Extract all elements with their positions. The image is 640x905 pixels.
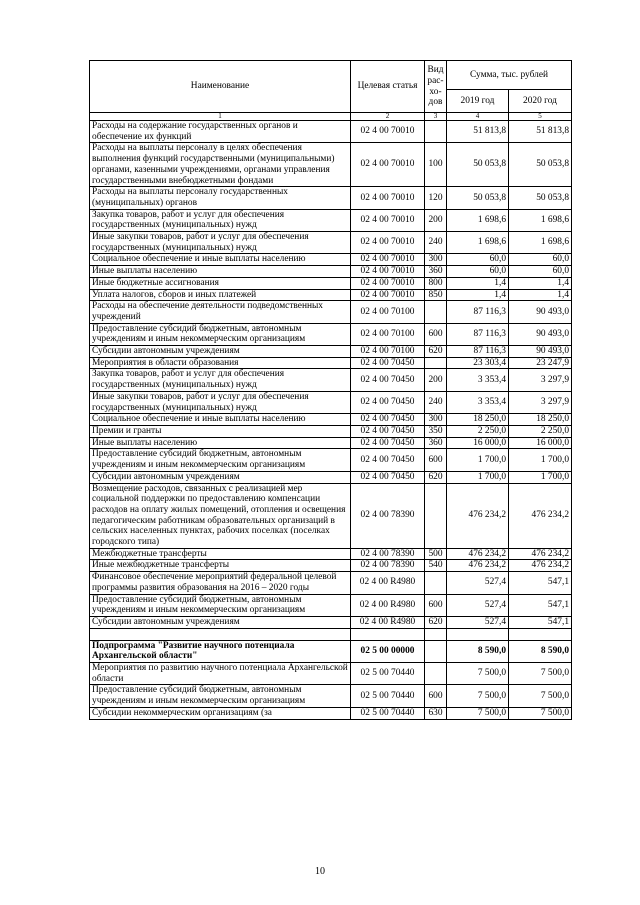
row-name: Уплата налогов, сборов и иных платежей — [90, 289, 351, 301]
row-expense-type: 620 — [425, 471, 447, 483]
table-row — [90, 594, 572, 616]
row-name: Иные бюджетные ассигнования — [90, 277, 351, 289]
table-row — [90, 663, 572, 685]
row-amount-2019: 87 116,3 — [447, 301, 509, 323]
row-target-article: 02 4 00 78390 — [351, 548, 425, 560]
row-expense-type: 100 — [425, 143, 447, 187]
row-target-article: 02 4 00 70100 — [351, 346, 425, 358]
table-row — [90, 414, 572, 426]
row-name: Закупка товаров, работ и услуг для обеспечения государственных (муниципальных) нужд — [90, 369, 351, 391]
row-expense-type: 620 — [425, 346, 447, 358]
row-name: Межбюджетные трансферты — [90, 548, 351, 560]
row-amount-2019: 1 700,0 — [447, 449, 509, 471]
row-amount-2020: 23 247,9 — [509, 357, 572, 369]
row-amount-2020: 50 053,8 — [509, 143, 572, 187]
row-expense-type — [425, 357, 447, 369]
row-amount-2019: 7 500,0 — [447, 663, 509, 685]
row-amount-2020: 476 234,2 — [509, 483, 572, 548]
row-target-article: 02 4 00 70010 — [351, 232, 425, 254]
row-name: Подпрограмма "Развитие научного потенциала Архангельской области" — [90, 640, 351, 662]
table-row — [90, 346, 572, 358]
row-expense-type — [425, 572, 447, 594]
header-year-2019: 2019 год — [447, 90, 509, 113]
table-row — [90, 289, 572, 301]
row-name: Предоставление субсидий бюджетным, автономным учреждениям и иным некоммерческим организациям — [90, 449, 351, 471]
row-name: Субсидии автономным учреждениям — [90, 346, 351, 358]
row-amount-2020: 2 250,0 — [509, 425, 572, 437]
row-target-article: 02 4 00 70100 — [351, 301, 425, 323]
row-target-article: 02 4 00 70010 — [351, 277, 425, 289]
row-amount-2020: 60,0 — [509, 266, 572, 278]
table-row — [90, 143, 572, 187]
row-amount-2019: 18 250,0 — [447, 414, 509, 426]
row-amount-2019: 527,4 — [447, 594, 509, 616]
row-expense-type: 300 — [425, 254, 447, 266]
table-row — [90, 483, 572, 548]
row-name: Закупка товаров, работ и услуг для обеспечения государственных (муниципальных) нужд — [90, 209, 351, 231]
row-expense-type — [425, 121, 447, 143]
table-row — [90, 449, 572, 471]
row-name: Социальное обеспечение и иные выплаты населению — [90, 254, 351, 266]
empty-cell — [447, 628, 509, 640]
row-name: Премии и гранты — [90, 425, 351, 437]
header-expense-type: Вид рас-хо-дов — [425, 61, 447, 113]
row-amount-2020: 3 297,9 — [509, 391, 572, 413]
row-target-article: 02 4 00 70450 — [351, 391, 425, 413]
row-amount-2020: 547,1 — [509, 616, 572, 628]
row-amount-2019: 60,0 — [447, 254, 509, 266]
row-amount-2020: 7 500,0 — [509, 685, 572, 707]
row-target-article: 02 4 00 70450 — [351, 471, 425, 483]
row-name: Предоставление субсидий бюджетным, автономным учреждениям и иным некоммерческим организациям — [90, 685, 351, 707]
row-amount-2019: 527,4 — [447, 572, 509, 594]
row-expense-type — [425, 640, 447, 662]
row-amount-2019: 7 500,0 — [447, 707, 509, 719]
row-target-article: 02 5 00 00000 — [351, 640, 425, 662]
row-name: Финансовое обеспечение мероприятий федеральной целевой программы развития образования на 2016 – 2020 годы — [90, 572, 351, 594]
row-amount-2019: 476 234,2 — [447, 483, 509, 548]
empty-cell — [351, 628, 425, 640]
row-amount-2020: 7 500,0 — [509, 707, 572, 719]
column-number: 3 — [425, 113, 447, 121]
header-target-article: Целевая статья — [351, 61, 425, 113]
row-name: Субсидии некоммерческим организациям (за — [90, 707, 351, 719]
row-name: Субсидии автономным учреждениям — [90, 471, 351, 483]
header-sum: Сумма, тыс. рублей — [447, 61, 572, 90]
table-row — [90, 323, 572, 345]
header-year-2020: 2020 год — [509, 90, 572, 113]
table-row — [90, 254, 572, 266]
row-expense-type: 120 — [425, 187, 447, 209]
table-row — [90, 391, 572, 413]
row-amount-2019: 7 500,0 — [447, 685, 509, 707]
row-amount-2020: 1 700,0 — [509, 449, 572, 471]
budget-table — [89, 60, 572, 720]
table-body — [90, 121, 572, 720]
row-target-article: 02 5 00 70440 — [351, 685, 425, 707]
table-row — [90, 560, 572, 572]
row-amount-2020: 50 053,8 — [509, 187, 572, 209]
row-expense-type: 360 — [425, 266, 447, 278]
row-expense-type: 600 — [425, 594, 447, 616]
page-number: 10 — [315, 866, 325, 877]
table-row — [90, 685, 572, 707]
row-target-article: 02 4 00 70450 — [351, 425, 425, 437]
row-expense-type: 600 — [425, 685, 447, 707]
table-row — [90, 187, 572, 209]
row-target-article: 02 4 00 78390 — [351, 560, 425, 572]
row-amount-2020: 547,1 — [509, 594, 572, 616]
row-target-article: 02 4 00 70450 — [351, 357, 425, 369]
row-expense-type: 200 — [425, 209, 447, 231]
row-expense-type — [425, 483, 447, 548]
row-amount-2019: 50 053,8 — [447, 143, 509, 187]
row-amount-2020: 90 493,0 — [509, 301, 572, 323]
table-row — [90, 266, 572, 278]
table-row — [90, 277, 572, 289]
row-expense-type: 600 — [425, 323, 447, 345]
row-expense-type: 300 — [425, 414, 447, 426]
row-amount-2019: 1 700,0 — [447, 471, 509, 483]
row-amount-2019: 3 353,4 — [447, 369, 509, 391]
row-target-article: 02 4 00 R4980 — [351, 572, 425, 594]
row-amount-2019: 1 698,6 — [447, 209, 509, 231]
row-name: Расходы на выплаты персоналу государственных (муниципальных) органов — [90, 187, 351, 209]
row-target-article: 02 4 00 R4980 — [351, 594, 425, 616]
row-amount-2019: 1,4 — [447, 289, 509, 301]
table-row — [90, 357, 572, 369]
row-amount-2020: 3 297,9 — [509, 369, 572, 391]
row-expense-type: 240 — [425, 391, 447, 413]
table-row — [90, 437, 572, 449]
row-expense-type: 350 — [425, 425, 447, 437]
row-target-article: 02 4 00 70010 — [351, 143, 425, 187]
row-amount-2019: 60,0 — [447, 266, 509, 278]
row-expense-type: 800 — [425, 277, 447, 289]
row-expense-type — [425, 301, 447, 323]
table-row — [90, 616, 572, 628]
header-name: Наименование — [90, 61, 351, 113]
row-target-article: 02 4 00 70100 — [351, 323, 425, 345]
row-amount-2020: 51 813,8 — [509, 121, 572, 143]
row-expense-type: 240 — [425, 232, 447, 254]
row-target-article: 02 4 00 70450 — [351, 449, 425, 471]
row-name: Предоставление субсидий бюджетным, автономным учреждениям и иным некоммерческим организациям — [90, 323, 351, 345]
table-row — [90, 301, 572, 323]
empty-cell — [509, 628, 572, 640]
row-amount-2019: 50 053,8 — [447, 187, 509, 209]
row-expense-type: 850 — [425, 289, 447, 301]
row-amount-2020: 90 493,0 — [509, 323, 572, 345]
row-target-article: 02 4 00 78390 — [351, 483, 425, 548]
row-expense-type — [425, 663, 447, 685]
row-target-article: 02 4 00 70010 — [351, 266, 425, 278]
row-amount-2020: 8 590,0 — [509, 640, 572, 662]
row-name: Расходы на обеспечение деятельности подведомственных учреждений — [90, 301, 351, 323]
row-amount-2020: 7 500,0 — [509, 663, 572, 685]
row-expense-type: 360 — [425, 437, 447, 449]
table-row — [90, 121, 572, 143]
row-expense-type: 620 — [425, 616, 447, 628]
row-name: Мероприятия по развитию научного потенциала Архангельской области — [90, 663, 351, 685]
row-target-article: 02 4 00 70010 — [351, 254, 425, 266]
row-amount-2020: 1 698,6 — [509, 232, 572, 254]
row-target-article: 02 4 00 70010 — [351, 209, 425, 231]
row-name: Иные выплаты населению — [90, 266, 351, 278]
row-amount-2019: 87 116,3 — [447, 323, 509, 345]
row-target-article: 02 5 00 70440 — [351, 707, 425, 719]
row-target-article: 02 4 00 70010 — [351, 289, 425, 301]
column-number: 1 — [90, 113, 351, 121]
table-row — [90, 572, 572, 594]
row-name: Иные выплаты населению — [90, 437, 351, 449]
column-number-row — [90, 113, 572, 121]
row-target-article: 02 4 00 70010 — [351, 187, 425, 209]
row-target-article: 02 4 00 70450 — [351, 369, 425, 391]
row-expense-type: 540 — [425, 560, 447, 572]
spacer-row — [90, 628, 572, 640]
row-expense-type: 500 — [425, 548, 447, 560]
table-row — [90, 548, 572, 560]
row-amount-2020: 16 000,0 — [509, 437, 572, 449]
row-expense-type: 600 — [425, 449, 447, 471]
row-amount-2019: 1 698,6 — [447, 232, 509, 254]
table-row — [90, 425, 572, 437]
row-amount-2019: 87 116,3 — [447, 346, 509, 358]
row-expense-type: 200 — [425, 369, 447, 391]
row-amount-2020: 1,4 — [509, 277, 572, 289]
row-name: Предоставление субсидий бюджетным, автономным учреждениям и иным некоммерческим организациям — [90, 594, 351, 616]
empty-cell — [425, 628, 447, 640]
row-target-article: 02 4 00 70010 — [351, 121, 425, 143]
row-amount-2020: 476 234,2 — [509, 560, 572, 572]
column-number: 4 — [447, 113, 509, 121]
row-amount-2020: 60,0 — [509, 254, 572, 266]
column-number: 5 — [509, 113, 572, 121]
row-target-article: 02 4 00 70450 — [351, 437, 425, 449]
row-expense-type: 630 — [425, 707, 447, 719]
table-row — [90, 471, 572, 483]
row-name: Возмещение расходов, связанных с реализацией мер социальной поддержки по предоставлению компенсации расходов на оплату жилых помещений, отопления и освещения педагогическим работникам образовательных организаций в сельских населенных пунктах, рабочих поселках (поселках городского типа) — [90, 483, 351, 548]
row-amount-2020: 90 493,0 — [509, 346, 572, 358]
row-amount-2019: 1,4 — [447, 277, 509, 289]
row-amount-2020: 1 698,6 — [509, 209, 572, 231]
row-amount-2019: 23 303,4 — [447, 357, 509, 369]
row-amount-2019: 8 590,0 — [447, 640, 509, 662]
row-amount-2020: 476 234,2 — [509, 548, 572, 560]
table-row — [90, 640, 572, 662]
row-name: Субсидии автономным учреждениям — [90, 616, 351, 628]
row-name: Расходы на выплаты персоналу в целях обеспечения выполнения функций государственными (муниципальными) органами, казенными учреждениями, органами управления государственными внебюджетными фондами — [90, 143, 351, 187]
row-target-article: 02 5 00 70440 — [351, 663, 425, 685]
row-amount-2019: 3 353,4 — [447, 391, 509, 413]
table-row — [90, 707, 572, 719]
row-amount-2019: 16 000,0 — [447, 437, 509, 449]
row-amount-2020: 18 250,0 — [509, 414, 572, 426]
column-number: 2 — [351, 113, 425, 121]
row-amount-2019: 476 234,2 — [447, 548, 509, 560]
row-name: Иные закупки товаров, работ и услуг для обеспечения государственных (муниципальных) нужд — [90, 232, 351, 254]
row-amount-2020: 1 700,0 — [509, 471, 572, 483]
row-amount-2020: 547,1 — [509, 572, 572, 594]
table-row — [90, 369, 572, 391]
row-name: Иные закупки товаров, работ и услуг для обеспечения государственных (муниципальных) нужд — [90, 391, 351, 413]
row-target-article: 02 4 00 R4980 — [351, 616, 425, 628]
row-amount-2019: 527,4 — [447, 616, 509, 628]
row-name: Социальное обеспечение и иные выплаты населению — [90, 414, 351, 426]
row-amount-2019: 476 234,2 — [447, 560, 509, 572]
row-name: Расходы на содержание государственных органов и обеспечение их функций — [90, 121, 351, 143]
table-row — [90, 209, 572, 231]
row-amount-2019: 2 250,0 — [447, 425, 509, 437]
row-name: Мероприятия в области образования — [90, 357, 351, 369]
empty-cell — [90, 628, 351, 640]
table-row — [90, 232, 572, 254]
row-amount-2019: 51 813,8 — [447, 121, 509, 143]
row-amount-2020: 1,4 — [509, 289, 572, 301]
row-target-article: 02 4 00 70450 — [351, 414, 425, 426]
row-name: Иные межбюджетные трансферты — [90, 560, 351, 572]
